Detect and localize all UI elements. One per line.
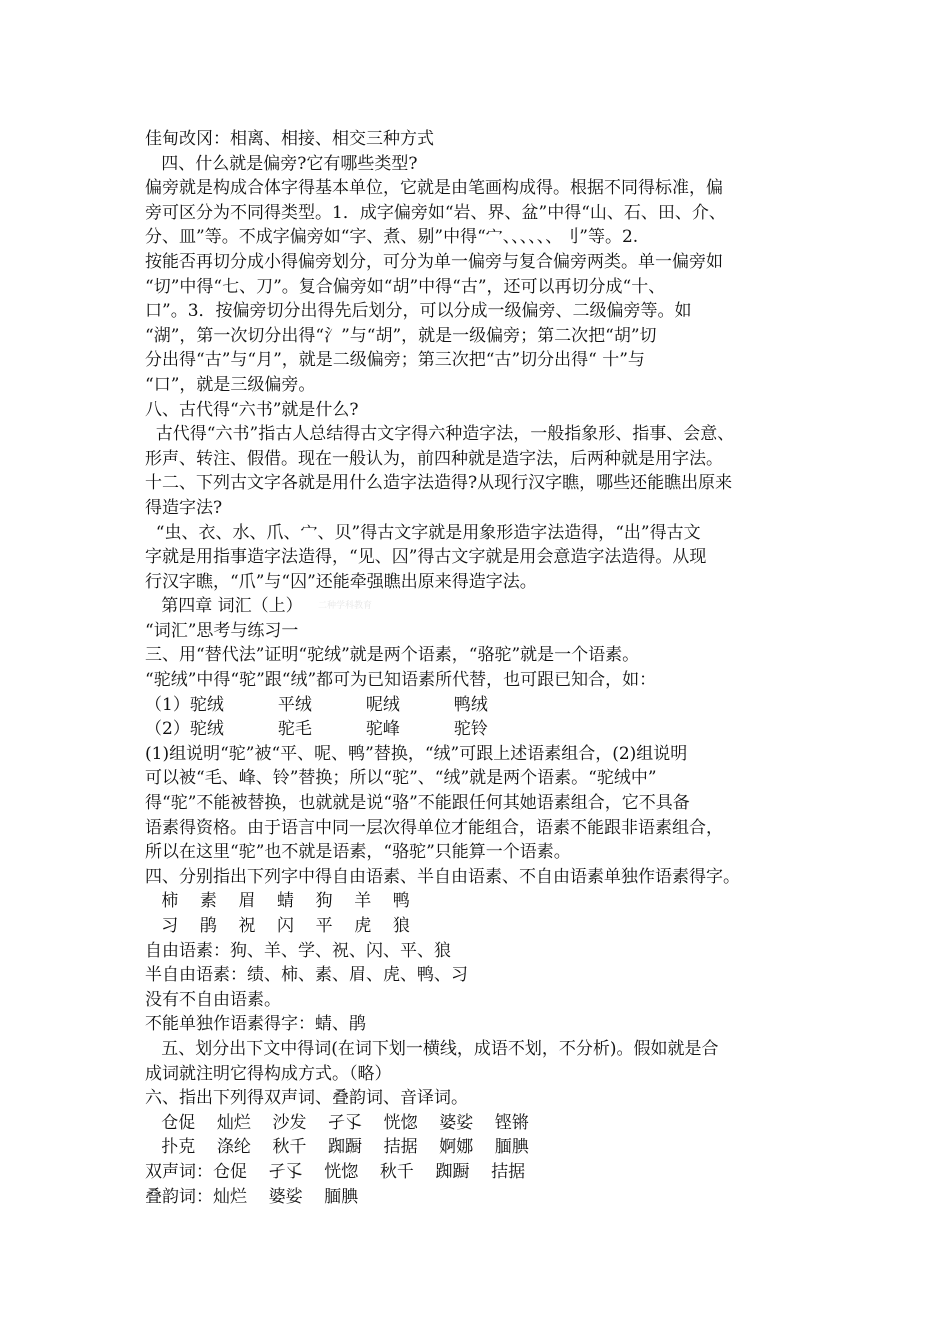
text-line: 旁可区分为不同得类型。1．成字偏旁如“岩、界、盆”中得“山、石、田、介、 bbox=[145, 202, 726, 223]
text-line: 半自由语素：绩、柿、素、眉、虎、鸭、习 bbox=[145, 965, 468, 986]
text-line: 分、皿”等。不成字偏旁如“字、煮、剔”中得“宀、、、、、、刂”等。2. bbox=[145, 227, 639, 248]
section-heading: 四、什么就是偏旁?它有哪些类型? bbox=[145, 153, 418, 174]
text-line: 按能否再切分成小得偏旁划分，可分为单一偏旁与复合偏旁两类。单一偏旁如 bbox=[145, 251, 723, 272]
section-heading: “词汇”思考与练习一 bbox=[145, 620, 299, 641]
text-line: “虫、衣、水、爪、宀、贝”得古文字就是用象形造字法造得，“出”得古文 bbox=[145, 522, 701, 543]
text-line: 古代得“六书”指古人总结得古文字得六种造字法，一般指象形、指事、会意、 bbox=[145, 424, 735, 445]
section-heading: 四、分别指出下列字中得自由语素、半自由语素、不自由语素单独作语素得字。 bbox=[145, 866, 740, 887]
text-line: 可以被“毛、峰、铃”替换；所以“驼”、“绒”就是两个语素。“驼绒中” bbox=[145, 768, 657, 789]
text-line: 所以在这里“驼”也不就是语素，“骆驼”只能算一个语素。 bbox=[145, 842, 571, 863]
example-row: （1）驼绒 平绒 呢绒 鸭绒 bbox=[145, 694, 488, 715]
section-heading: 十二、下列古文字各就是用什么造字法造得?从现行汉字瞧，哪些还能瞧出原来 bbox=[145, 473, 733, 494]
text-line: (1)组说明“驼”被“平、呢、鸭”替换，“绒”可跟上述语素组合，(2)组说明 bbox=[145, 743, 688, 764]
section-heading: 六、指出下列得双声词、叠韵词、音译词。 bbox=[145, 1088, 468, 1109]
text-line: “驼绒”中得“驼”跟“绒”都可为已知语素所代替，也可跟已知合，如： bbox=[145, 670, 657, 691]
text-line: 不能单独作语素得字：蜻、鹃 bbox=[145, 1014, 366, 1035]
text-line: 得“驼”不能被替换，也就就是说“骆”不能跟任何其她语素组合，它不具备 bbox=[145, 793, 690, 814]
word-row: 扑克 涤纶 秋千 踟蹰 拮据 婀娜 腼腆 bbox=[145, 1137, 529, 1158]
text-line: 没有不自由语素。 bbox=[145, 989, 281, 1010]
section-heading: 八、古代得“六书”就是什么? bbox=[145, 399, 359, 420]
example-row: （2）驼绒 驼毛 驼峰 驼铃 bbox=[145, 719, 488, 740]
text-line: 语素得资格。由于语言中同一层次得单位才能组合，语素不能跟非语素组合， bbox=[145, 817, 723, 838]
text-line: 偏旁就是构成合体字得基本单位，它就是由笔画构成得。根据不同得标准，偏 bbox=[145, 178, 723, 199]
text-line: 佳甸改冈：相离、相接、相交三种方式 bbox=[145, 129, 434, 149]
text-line: “口”，就是三级偏旁。 bbox=[145, 374, 316, 395]
word-row: 仓促 灿烂 沙发 孑孓 恍惚 婆娑 铿锵 bbox=[145, 1112, 529, 1133]
section-heading: 三、用“替代法”证明“驼绒”就是两个语素，“骆驼”就是一个语素。 bbox=[145, 645, 640, 666]
text-line: 字就是用指事造字法造得，“见、囚”得古文字就是用会意造字法造得。从现 bbox=[145, 547, 707, 568]
text-line: 成词就注明它得构成方式。（略） bbox=[145, 1063, 392, 1084]
character-row: 习 鹃 祝 闪 平 虎 狼 bbox=[145, 916, 410, 936]
text-line: 形声、转注、假借。现在一般认为，前四种就是造字法，后两种就是用字法。 bbox=[145, 448, 723, 469]
watermark: 二种学科教育 bbox=[318, 601, 373, 611]
text-line: 行汉字瞧，“爪”与“囚”还能牵强瞧出原来得造字法。 bbox=[145, 571, 537, 592]
section-heading: 五、划分出下文中得词(在词下划一横线，成语不划，不分析)。假如就是合 bbox=[145, 1038, 719, 1059]
character-row: 柿 素 眉 蜻 狗 羊 鸭 bbox=[145, 891, 410, 912]
text-line: “湖”，第一次切分出得“氵”与“胡”，就是一级偏旁；第二次把“胡”切 bbox=[145, 325, 657, 346]
text-line: 叠韵词：灿烂 婆娑 腼腆 bbox=[145, 1186, 359, 1207]
chapter-heading: 第四章 词汇（上） bbox=[145, 596, 303, 617]
text-line: “切”中得“七、刀”。复合偏旁如“胡”中得“古”，还可以再切分成“十、 bbox=[145, 276, 666, 297]
document-body bbox=[145, 127, 825, 1209]
text-line: 得造字法? bbox=[145, 497, 223, 518]
text-line: 口”。3．按偏旁切分出得先后划分，可以分成一级偏旁、二级偏旁等。如 bbox=[145, 301, 692, 322]
text-line: 双声词：仓促 孑孓 恍惚 秋千 踟蹰 拮据 bbox=[145, 1161, 526, 1182]
text-line: 自由语素：狗、羊、学、祝、闪、平、狼 bbox=[145, 940, 451, 961]
text-line: 分出得“古”与“月”，就是二级偏旁；第三次把“古”切分出得“ 十”与 bbox=[145, 350, 645, 371]
